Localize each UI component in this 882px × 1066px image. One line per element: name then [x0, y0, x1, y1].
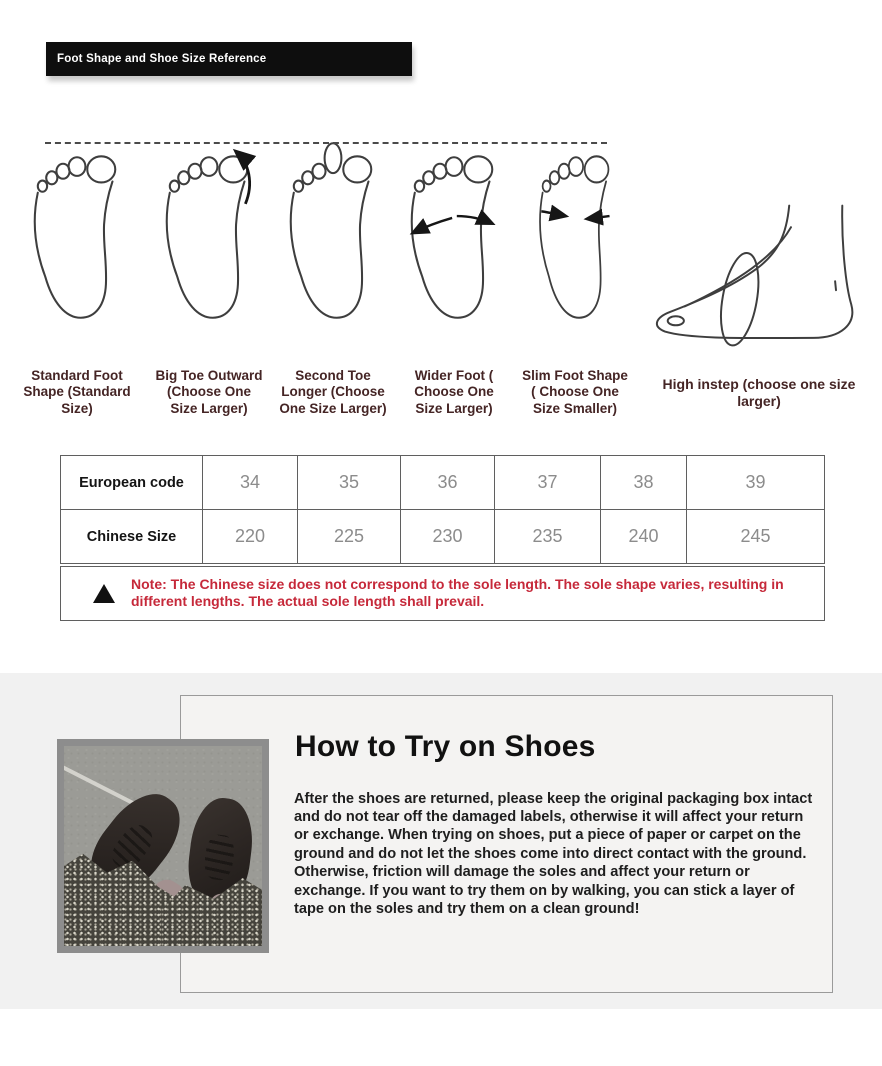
foot-second-toe-longer-icon	[277, 140, 389, 355]
toe-reference-dashed-line	[45, 142, 607, 144]
eu-size-cell: 37	[495, 456, 601, 510]
foot-label-row	[0, 368, 882, 417]
eu-size-cell: 35	[298, 456, 401, 510]
try-on-section	[0, 673, 882, 1009]
table-row-chinese	[61, 510, 825, 564]
foot-label-wider-foot: Wider Foot ( Choose One Size Larger)	[414, 368, 494, 416]
foot-label-second-toe-longer: Second Toe Longer (Choose One Size Larger)	[279, 368, 387, 416]
foot-slim-icon	[519, 140, 631, 355]
foot-label-standard: Standard Foot Shape (Standard Size)	[23, 368, 131, 416]
section-title-banner	[46, 42, 412, 99]
cn-size-cell: 245	[687, 510, 825, 564]
try-on-body-text: After the shoes are returned, please keep the original packaging box intact and do not tear off the damaged labels, otherwise it will affect your return or exchange. When trying on shoes, put a piece of paper or carpet on the ground and do not let the shoes come into direct contact with the ground. Otherwise, friction will damage the soles and affect your return or exchange. If you want to try them on by walking, you can stick a layer of tape on the soles and try them on a clean ground!	[294, 790, 813, 917]
eu-size-cell: 36	[401, 456, 495, 510]
foot-standard-icon	[21, 140, 133, 355]
eu-size-cell: 38	[601, 456, 687, 510]
foot-shape-guide	[0, 140, 882, 417]
foot-label-big-toe-outward: Big Toe Outward (Choose One Size Larger)	[155, 368, 263, 416]
row-label-european-code: European code	[61, 456, 203, 510]
try-on-panel	[180, 695, 833, 993]
eu-size-cell: 34	[203, 456, 298, 510]
try-on-photo	[57, 739, 269, 953]
cn-size-cell: 220	[203, 510, 298, 564]
foot-high-instep-icon	[647, 202, 872, 355]
foot-diagram-row	[0, 140, 882, 352]
row-label-chinese-size: Chinese Size	[61, 510, 203, 564]
foot-label-slim-foot: Slim Foot Shape ( Choose One Size Smaller)	[522, 368, 628, 416]
foot-big-toe-outward-icon	[153, 140, 265, 355]
cn-size-cell: 240	[601, 510, 687, 564]
section-title: Foot Shape and Shoe Size Reference Suggestions/REFERENCE	[57, 53, 267, 99]
try-on-title: How to Try on Shoes	[295, 729, 596, 763]
cn-size-cell: 225	[298, 510, 401, 564]
size-reference-section	[60, 455, 825, 620]
foot-label-high-instep: High instep (choose one size larger)	[662, 376, 856, 410]
eu-size-cell: 39	[687, 456, 825, 510]
warning-triangle-icon	[93, 584, 115, 603]
size-note-text: Note: The Chinese size does not correspond to the sole length. The sole shape varies, resulting in different lengths. The actual sole length shall prevail.	[131, 576, 784, 610]
size-table	[60, 455, 825, 564]
size-note-box	[60, 566, 825, 620]
table-row-european	[61, 456, 825, 510]
cn-size-cell: 230	[401, 510, 495, 564]
cn-size-cell: 235	[495, 510, 601, 564]
foot-wider-icon	[398, 140, 510, 355]
